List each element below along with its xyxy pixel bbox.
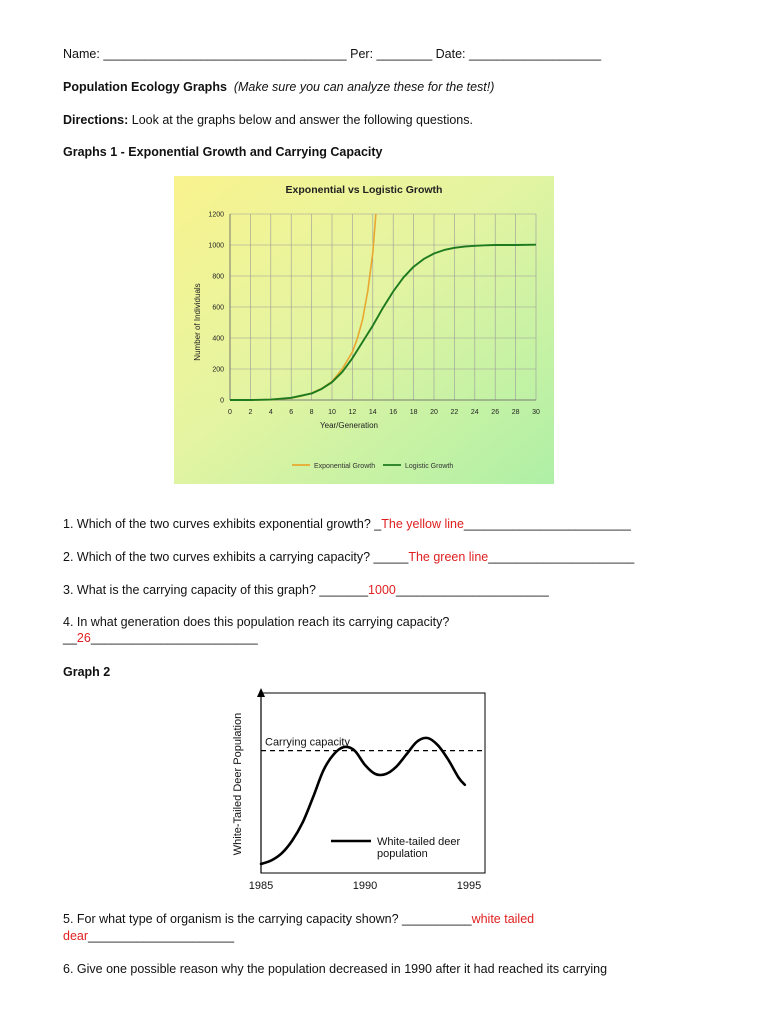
deer-legend-label-line2: population [377, 848, 428, 860]
answer-5-part2: dear [63, 929, 89, 943]
answer-2-blank: _____________________ [488, 550, 635, 564]
question-1 [63, 517, 631, 531]
title-note: (Make sure you can analyze these for the test!) [233, 80, 495, 94]
graph1-heading: Graphs 1 - Exponential Growth and Carrying Capacity [63, 145, 383, 159]
question-3-text: 3. What is the carrying capacity of this graph? _______ [63, 583, 369, 597]
x-tick-label: 2 [248, 409, 253, 416]
x-tick-label: 24 [470, 409, 479, 416]
name-line [63, 47, 601, 61]
deer-population-chart [225, 688, 495, 898]
question-6: 6. Give one possible reason why the population decreased in 1990 after it had reached its carrying [63, 962, 608, 976]
legend-label: Logistic Growth [405, 463, 454, 470]
date-blank: ___________________ [469, 47, 602, 61]
deer-y-axis-label: White-Tailed Deer Population [232, 712, 244, 856]
question-5 [63, 912, 534, 926]
y-tick-label: 0 [220, 397, 224, 405]
directions-line [63, 113, 473, 127]
answer-4-blank: ________________________ [90, 631, 258, 645]
x-tick-label: 12 [348, 409, 357, 416]
y-axis-label: Number of Individuals [193, 283, 202, 361]
directions-label: Directions: [63, 113, 129, 127]
answer-3: 1000 [368, 583, 396, 597]
date-label: Date: [435, 47, 466, 61]
graph2-heading: Graph 2 [63, 665, 111, 679]
y-tick-label: 400 [212, 335, 224, 343]
answer-3-blank: ______________________ [395, 583, 549, 597]
per-label: Per: [350, 47, 374, 61]
y-tick-label: 200 [212, 366, 224, 374]
year-tick-label: 1985 [248, 880, 274, 892]
question-3 [63, 583, 549, 597]
carrying-capacity-label: Carrying capacity [265, 736, 350, 749]
answer-4-pre: __ [63, 631, 77, 645]
x-tick-label: 14 [368, 409, 377, 416]
y-tick-label: 1200 [208, 211, 224, 219]
y-tick-label: 1000 [208, 242, 224, 250]
year-tick-label: 1995 [456, 880, 482, 892]
x-tick-label: 28 [511, 409, 520, 416]
directions-text: Look at the graphs below and answer the following questions. [131, 113, 473, 127]
x-tick-label: 10 [328, 409, 336, 416]
x-tick-label: 26 [491, 409, 500, 416]
x-tick-label: 0 [228, 409, 232, 416]
answer-2: The green line [408, 550, 489, 564]
name-label: Name: [63, 47, 100, 61]
x-tick-label: 20 [430, 409, 438, 416]
x-axis-label: Year/Generation [320, 421, 378, 430]
y-tick-label: 600 [212, 304, 224, 312]
x-tick-label: 18 [409, 409, 418, 416]
y-tick-label: 800 [212, 273, 224, 281]
page-title: Population Ecology Graphs [63, 80, 227, 94]
answer-4: 26 [76, 631, 91, 645]
title-line [63, 80, 494, 94]
answer-1-blank: ________________________ [463, 517, 631, 531]
legend-label: Exponential Growth [314, 463, 376, 470]
question-5-text: 5. For what type of organism is the carrying capacity shown? __________ [63, 912, 472, 926]
growth-chart [174, 176, 554, 484]
per-blank: ________ [376, 47, 433, 61]
question-4-text: 4. In what generation does this population reach its carrying capacity? [63, 615, 450, 629]
x-tick-label: 30 [532, 409, 540, 416]
answer-5-blank: _____________________ [88, 929, 235, 943]
x-tick-label: 16 [389, 409, 398, 416]
question-1-text: 1. Which of the two curves exhibits exponential growth? _ [63, 517, 382, 531]
year-tick-label: 1990 [352, 880, 378, 892]
x-tick-label: 8 [309, 409, 314, 416]
chart-background [174, 176, 554, 484]
question-2-text: 2. Which of the two curves exhibits a carrying capacity? _____ [63, 550, 409, 564]
question-2 [63, 550, 634, 564]
question-4-answer-line [63, 631, 258, 645]
answer-1: The yellow line [381, 517, 464, 531]
name-blank: ___________________________________ [103, 47, 347, 61]
question-5-answer-line [63, 929, 234, 943]
x-tick-label: 22 [450, 409, 459, 416]
chart-title: Exponential vs Logistic Growth [285, 184, 443, 196]
x-tick-label: 4 [268, 409, 273, 416]
question-4 [63, 615, 449, 629]
answer-5-part1: white tailed [471, 912, 535, 926]
deer-legend-label-line1: White-tailed deer [377, 836, 461, 848]
x-tick-label: 6 [289, 409, 294, 416]
